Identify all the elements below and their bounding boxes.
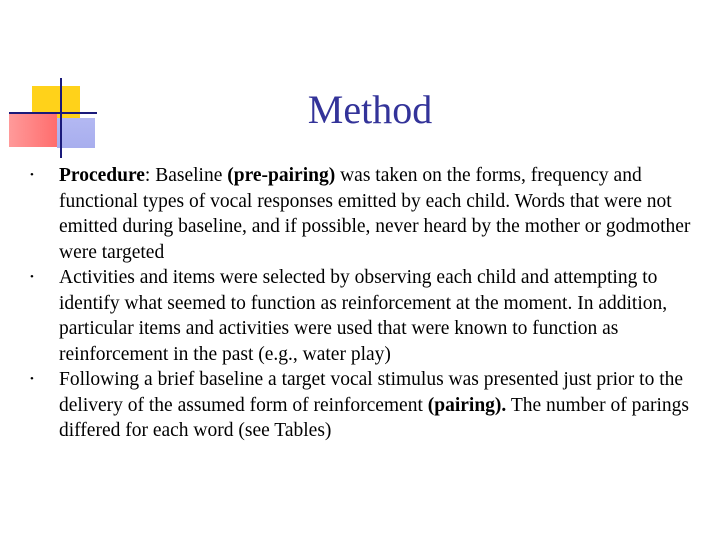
vertical-line-shape (60, 78, 62, 158)
bullet-text: : Baseline (144, 165, 228, 186)
bullet-text: Following a brief baseline a target vocal stimulus was presented just prior to the delivery of the assumed form of reinforcement (59, 369, 684, 416)
bullet-text: was taken on the forms, frequency and functional types of vocal responses emitted by each child. Words that were not emitted during baseline, and if possible, never heard by the mother or godmother were targeted (59, 165, 691, 263)
bullet-lead-bold: Procedure (59, 165, 145, 186)
red-rectangle-shape (9, 113, 57, 147)
bullet-bold-text: (pre-pairing) (227, 165, 336, 186)
bullet-text: Activities and items were selected by observing each child and attempting to identify what seemed to function as reinforcement at the moment. In addition, particular items and activities were used that were known to function as reinforcement in the past (e.g., water play) (59, 267, 668, 365)
bullet-item-activities (30, 265, 708, 367)
bullet-item-pairing (30, 367, 708, 444)
bullet-item-procedure (30, 163, 708, 265)
bullet-bold-text: (pairing). (427, 394, 507, 416)
bullet-dot-icon: • (30, 271, 34, 283)
bullet-dot-icon: • (30, 169, 34, 181)
bullet-dot-icon: • (30, 373, 34, 385)
slide-title: Method (307, 87, 433, 132)
bullet-text: The number of parings differed for each word (see Tables) (59, 394, 689, 441)
blue-rectangle-shape (57, 118, 95, 148)
bullet-list (30, 163, 708, 444)
horizontal-line-shape (9, 112, 97, 114)
